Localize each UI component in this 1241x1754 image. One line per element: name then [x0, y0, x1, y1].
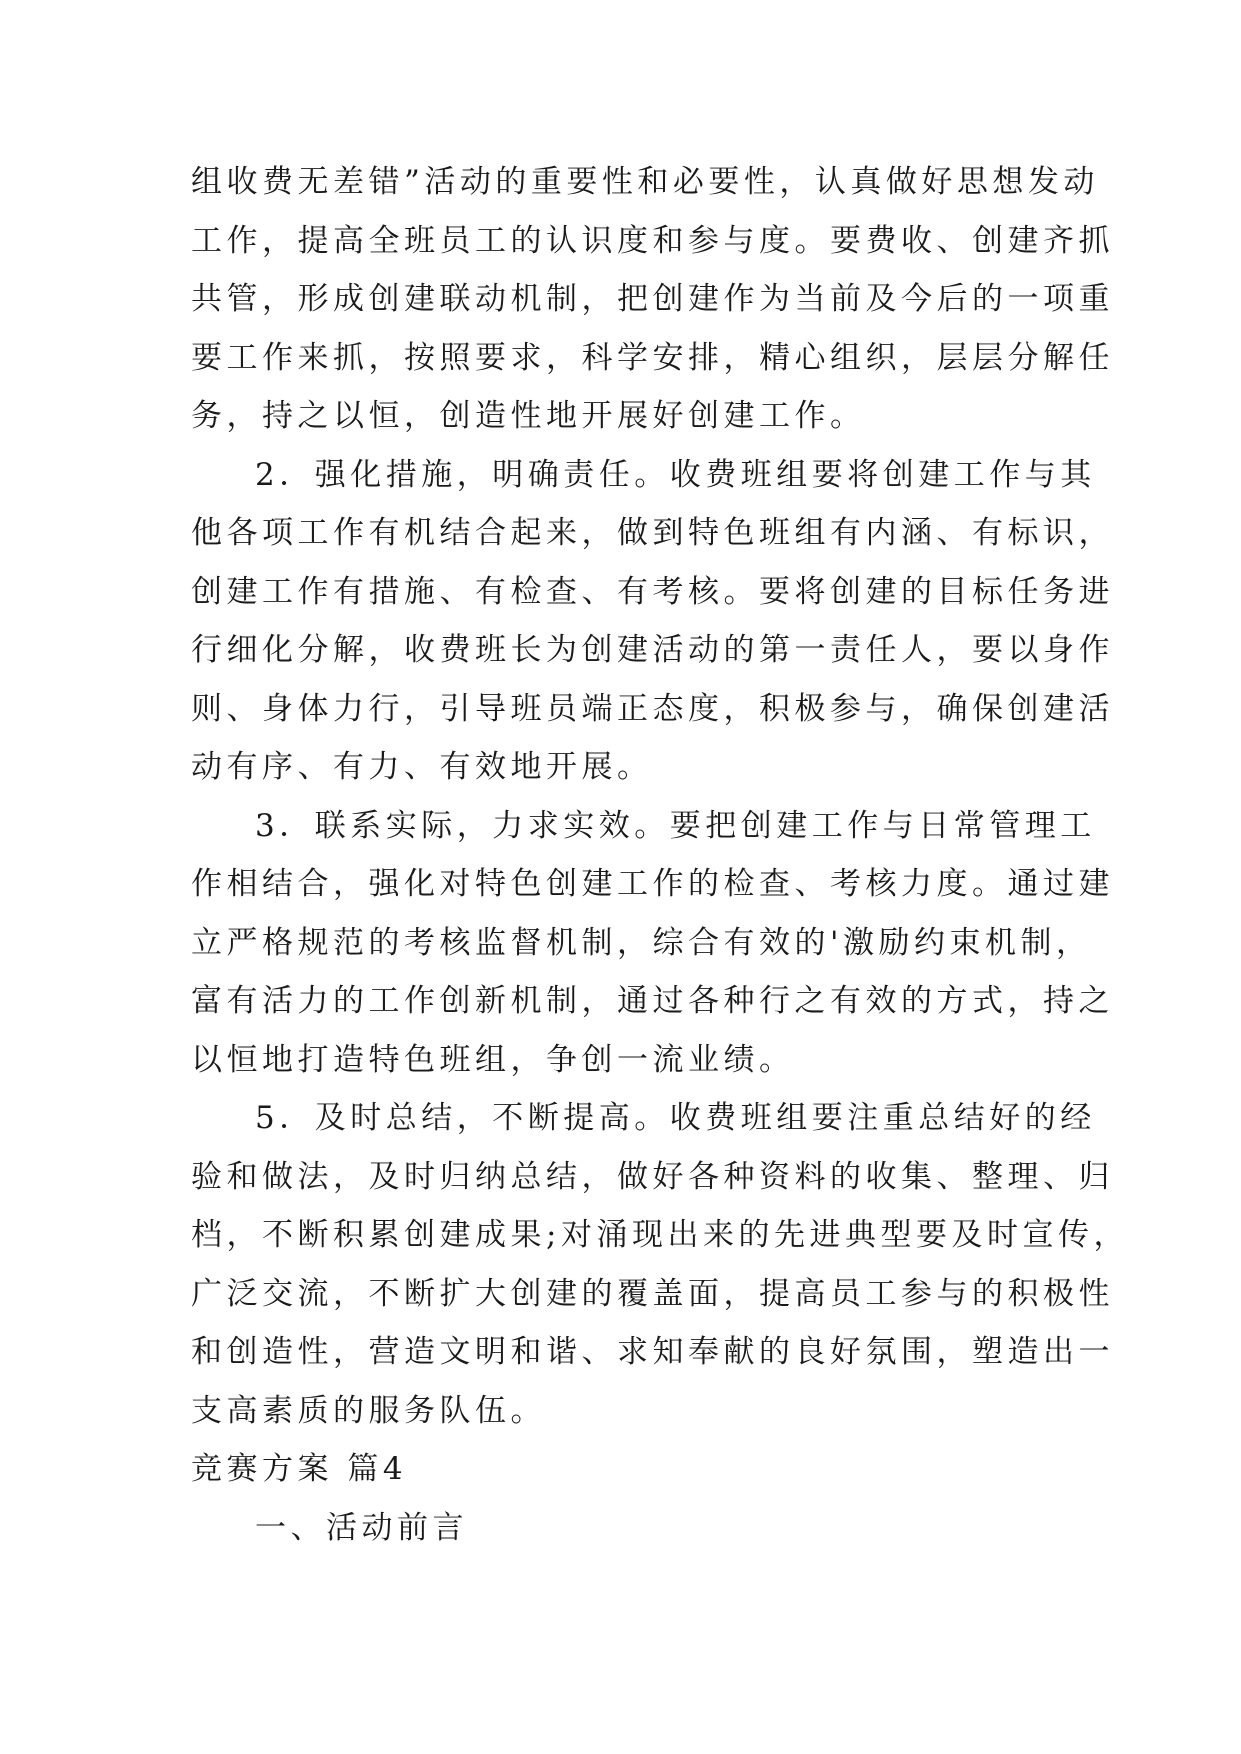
- text-line: 行细化分解，收费班长为创建活动的第一责任人，要以身作: [191, 632, 1114, 668]
- text-line: 和创造性，营造文明和谐、求知奉献的良好氛围，塑造出一: [191, 1334, 1114, 1370]
- text-line: 他各项工作有机结合起来，做到特色班组有内涵、有标识，: [191, 515, 1114, 551]
- text-line: 创建工作有措施、有检查、有考核。要将创建的目标任务进: [191, 573, 1114, 610]
- paragraph-item-3: [191, 797, 1114, 1090]
- subheading: 一、活动前言: [255, 1509, 468, 1546]
- text-line: 动有序、有力、有效地开展。: [191, 749, 653, 785]
- text-line: 则、身体力行，引导班员端正态度，积极参与，确保创建活: [191, 690, 1114, 727]
- paragraph-item-5: [191, 1089, 1129, 1440]
- text-line: 2．强化措施，明确责任。收费班组要将创建工作与其: [255, 456, 1096, 493]
- text-line: 工作，提高全班员工的认识度和参与度。要费收、创建齐抓: [191, 222, 1114, 259]
- text-line: 要工作来抓，按照要求，科学安排，精心组织，层层分解任: [191, 339, 1114, 376]
- document-body: [191, 153, 1129, 1557]
- text-line: 验和做法，及时归纳总结，做好各种资料的收集、整理、归: [191, 1158, 1114, 1195]
- text-line: 作相结合，强化对特色创建工作的检查、考核力度。通过建: [191, 866, 1114, 902]
- text-line: 立严格规范的考核监督机制，综合有效的'激励约束机制，: [191, 924, 1092, 961]
- text-line: 以恒地打造特色班组，争创一流业绩。: [191, 1041, 795, 1078]
- text-line: 5．及时总结，不断提高。收费班组要注重总结好的经: [255, 1100, 1096, 1136]
- text-line: 档，不断积累创建成果;对涌现出来的先进典型要及时宣传，: [191, 1217, 1129, 1253]
- text-line: 广泛交流，不断扩大创建的覆盖面，提高员工参与的积极性: [191, 1275, 1114, 1312]
- section-heading: 竞赛方案 篇4: [191, 1451, 408, 1487]
- text-line: 3．联系实际，力求实效。要把创建工作与日常管理工: [255, 807, 1096, 844]
- paragraph-item-2: [191, 446, 1114, 797]
- text-line: 富有活力的工作创新机制，通过各种行之有效的方式，持之: [191, 983, 1114, 1019]
- paragraph-continued: [191, 153, 1114, 446]
- text-line: 支高素质的服务队伍。: [191, 1392, 546, 1429]
- text-line: 共管，形成创建联动机制，把创建作为当前及今后的一项重: [191, 281, 1114, 317]
- text-line: 组收费无差错”活动的重要性和必要性，认真做好思想发动: [191, 164, 1099, 200]
- text-line: 务，持之以恒，创造性地开展好创建工作。: [191, 398, 866, 434]
